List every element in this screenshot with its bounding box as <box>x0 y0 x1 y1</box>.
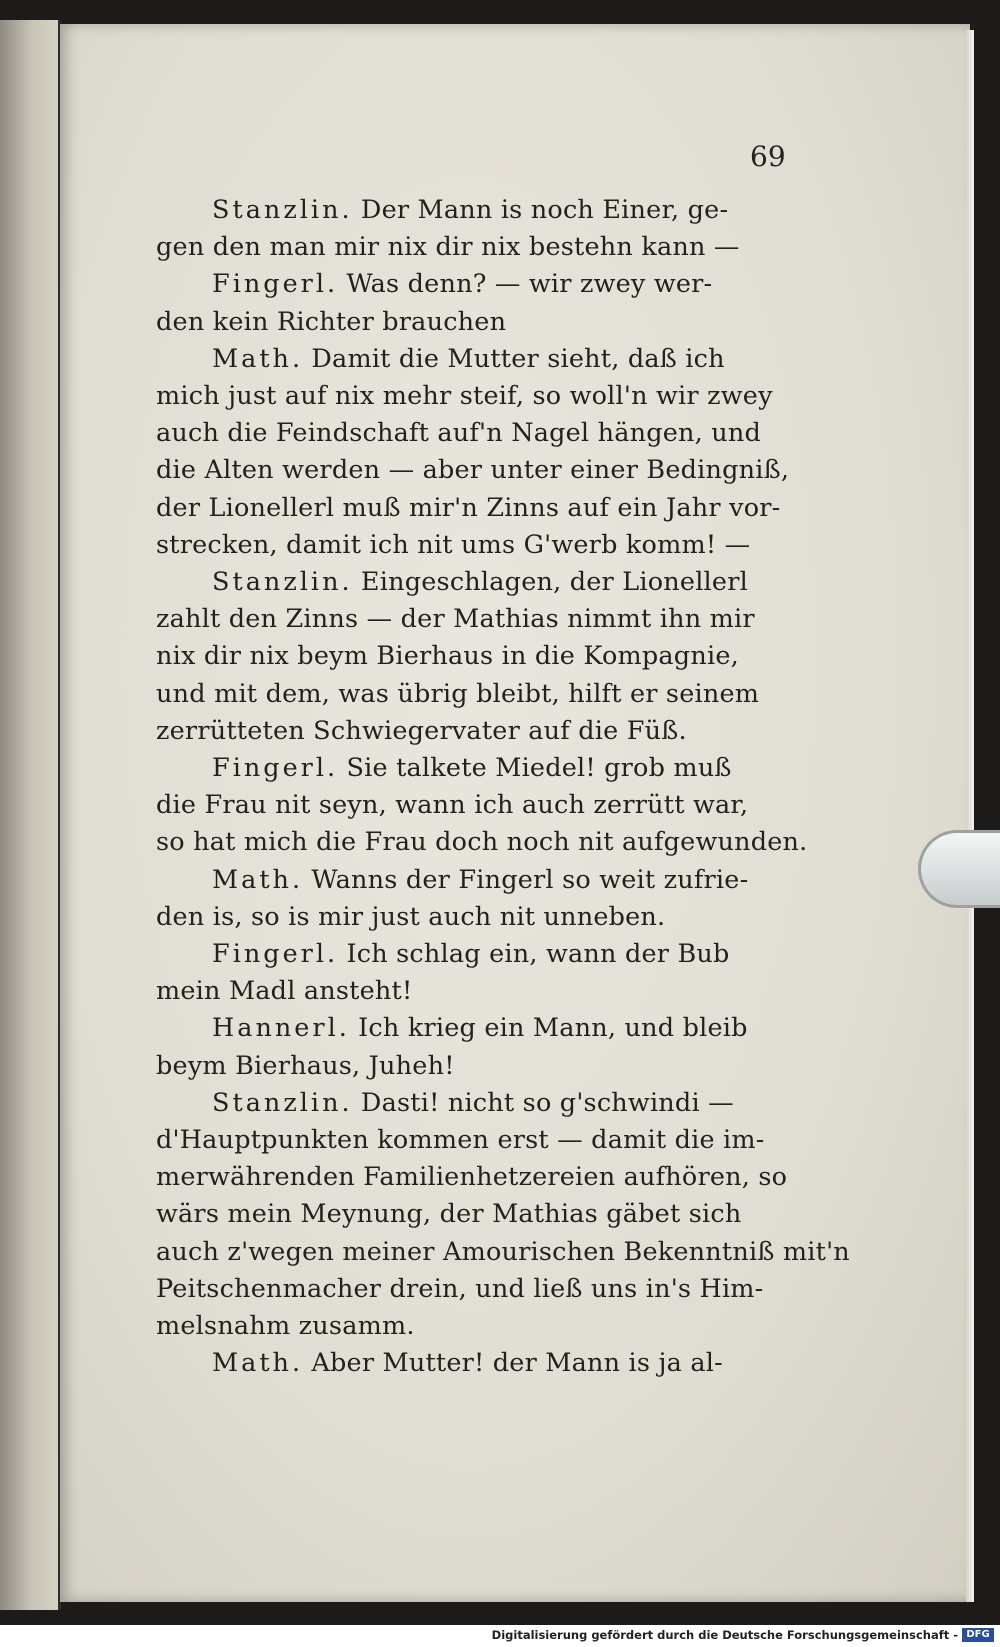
text-line <box>156 192 796 229</box>
speaker-name: Stanzlin. <box>212 1087 353 1118</box>
line-text: Sie talkete Miedel! grob muß <box>338 753 732 784</box>
line-text: den is, so is mir just auch nit unneben. <box>156 901 666 932</box>
text-line <box>156 452 796 489</box>
line-text: Peitschenmacher drein, und ließ uns in's Him- <box>156 1273 764 1304</box>
line-text: strecken, damit ich nit ums G'werb komm! — <box>156 529 751 560</box>
text-line <box>156 676 796 713</box>
line-text: Dasti! nicht so g'schwindi — <box>352 1087 734 1118</box>
speaker-name: Fingerl. <box>212 939 339 970</box>
line-text: nix dir nix beym Bierhaus in die Kompagnie, <box>156 641 739 672</box>
text-line <box>156 564 796 601</box>
line-text: mein Madl ansteht! <box>156 976 413 1007</box>
text-line <box>156 862 796 899</box>
line-text: die Frau nit seyn, wann ich auch zerrütt war, <box>156 790 749 821</box>
text-line <box>156 713 796 750</box>
speaker-name: Stanzlin. <box>212 567 353 598</box>
text-line <box>156 787 796 824</box>
text-line <box>156 750 796 787</box>
line-text: Damit die Mutter sieht, daß ich <box>303 343 725 374</box>
text-line <box>156 229 796 266</box>
text-line <box>156 341 796 378</box>
text-line <box>156 1122 796 1159</box>
text-line <box>156 1271 796 1308</box>
line-text: so hat mich die Frau doch noch nit aufgewunden. <box>156 827 808 858</box>
speaker-name: Fingerl. <box>212 269 339 300</box>
line-text: merwährenden Familienhetzereien aufhören, so <box>156 1162 788 1193</box>
page-fore-edge <box>966 30 974 1602</box>
text-line <box>156 1196 796 1233</box>
line-text: mich just auf nix mehr steif, so woll'n wir zwey <box>156 381 773 412</box>
line-text: die Alten werden — aber unter einer Bedingniß, <box>156 455 790 486</box>
line-text: und mit dem, was übrig bleibt, hilft er seinem <box>156 678 760 709</box>
text-line <box>156 266 796 303</box>
page-text <box>156 192 850 1383</box>
line-text: der Lionellerl muß mir'n Zinns auf ein Jahr vor- <box>156 492 781 523</box>
text-line <box>156 601 796 638</box>
text-line <box>156 899 796 936</box>
text-line <box>156 936 796 973</box>
line-text: den kein Richter brauchen <box>156 306 507 337</box>
text-line <box>156 490 796 527</box>
text-line <box>156 1234 850 1271</box>
line-text: zerrütteten Schwiegervater auf die Füß. <box>156 715 687 746</box>
text-line <box>156 973 796 1010</box>
text-line <box>156 638 796 675</box>
text-line <box>156 415 796 452</box>
line-text: gen den man mir nix dir nix bestehn kann — <box>156 232 740 263</box>
line-text: Was denn? — wir zwey wer- <box>338 269 713 300</box>
speaker-name: Hannerl. <box>212 1013 350 1044</box>
line-text: Eingeschlagen, der Lionellerl <box>352 567 748 598</box>
text-line <box>156 527 796 564</box>
page-clip-tab <box>918 830 1000 908</box>
speaker-name: Math. <box>212 864 304 895</box>
line-text: Ich schlag ein, wann der Bub <box>338 939 730 970</box>
text-line <box>156 1345 796 1382</box>
line-text: Wanns der Fingerl so weit zufrie- <box>303 864 749 895</box>
text-line <box>156 304 796 341</box>
text-line <box>156 1048 796 1085</box>
line-text: zahlt den Zinns — der Mathias nimmt ihn mir <box>156 604 755 635</box>
line-text: Der Mann is noch Einer, ge- <box>352 195 729 225</box>
left-page-edge <box>0 20 61 1610</box>
line-text: beym Bierhaus, Juheh! <box>156 1050 455 1081</box>
text-line <box>156 1308 796 1345</box>
line-text: Ich krieg ein Mann, und bleib <box>349 1013 748 1044</box>
line-text: auch z'wegen meiner Amourischen Bekenntniß mit'n <box>156 1236 850 1267</box>
page-number: 69 <box>750 140 786 173</box>
speaker-name: Math. <box>212 343 304 374</box>
digitization-credit: Digitalisierung gefördert durch die Deutsche Forschungsgemeinschaft - <box>491 1628 958 1642</box>
text-line <box>156 1085 796 1122</box>
text-line <box>156 1010 796 1047</box>
speaker-name: Stanzlin. <box>212 195 353 225</box>
line-text: melsnahm zusamm. <box>156 1311 415 1342</box>
line-text: auch die Feindschaft auf'n Nagel hängen, und <box>156 418 762 449</box>
dfg-logo: DFG <box>962 1628 994 1642</box>
text-line <box>156 824 808 861</box>
line-text: d'Hauptpunkten kommen erst — damit die im- <box>156 1125 765 1156</box>
text-line <box>156 1159 796 1196</box>
text-line <box>156 378 796 415</box>
line-text: wärs mein Meynung, der Mathias gäbet sich <box>156 1199 742 1230</box>
speaker-name: Fingerl. <box>212 753 339 784</box>
speaker-name: Math. <box>212 1348 304 1379</box>
line-text: Aber Mutter! der Mann is ja al- <box>303 1348 723 1379</box>
